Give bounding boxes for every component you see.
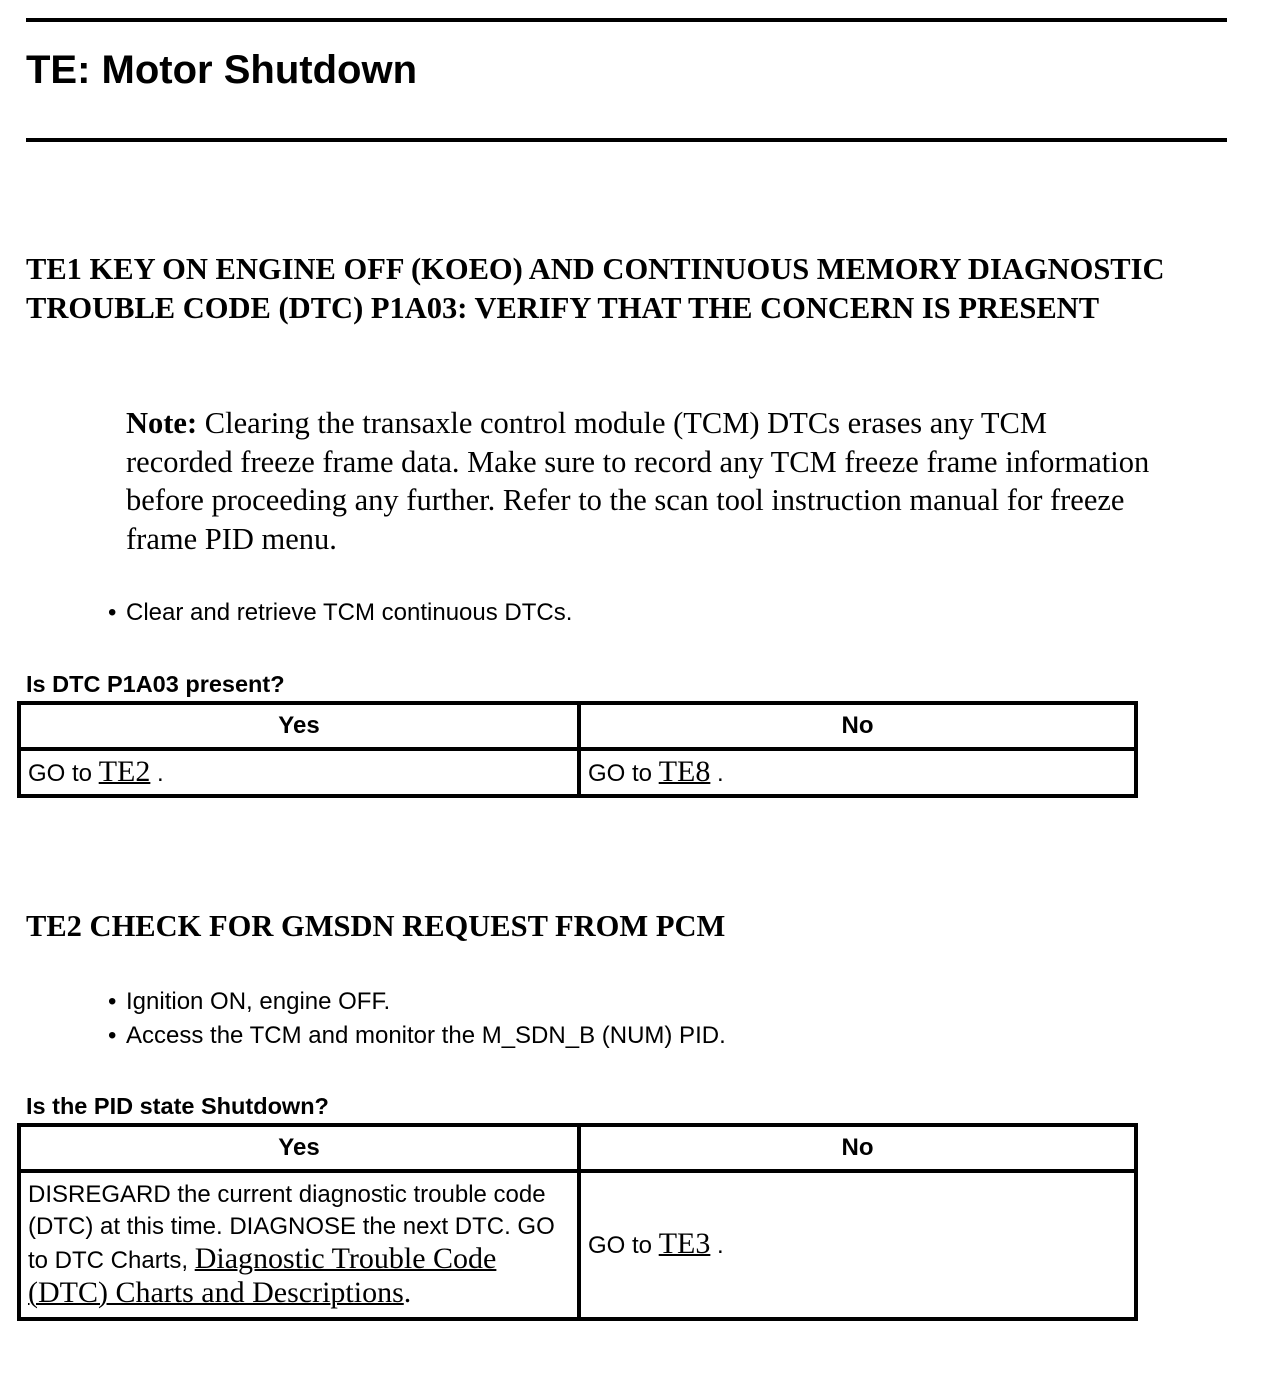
no-header: No (579, 1125, 1136, 1171)
te2-link[interactable]: TE2 (98, 754, 151, 788)
table-header-row (19, 703, 1136, 749)
go-to-text: GO to (588, 759, 653, 787)
te1-heading: TE1 KEY ON ENGINE OFF (KOEO) AND CONTINUOUS MEMORY DIAGNOSTIC TROUBLE CODE (DTC) P1A03: VERIFY THAT THE CONCERN IS PRESENT (26, 252, 1165, 325)
no-header: No (579, 703, 1136, 749)
page-title: TE: Motor Shutdown (26, 48, 418, 92)
te1-question: Is DTC P1A03 present? (26, 671, 285, 697)
te3-link[interactable]: TE3 (658, 1227, 711, 1260)
te2-question: Is the PID state Shutdown? (26, 1093, 329, 1119)
top-rule (26, 18, 1227, 22)
yes-header: Yes (19, 1125, 579, 1171)
period: . (157, 759, 164, 787)
table-row (19, 749, 1136, 796)
te2-heading: TE2 CHECK FOR GMSDN REQUEST FROM PCM (26, 909, 726, 943)
period: . (717, 1232, 724, 1259)
table-header-row (19, 1125, 1136, 1171)
te2-yes-no-table (17, 1123, 1138, 1321)
te1-yes-no-table (17, 701, 1138, 798)
note-label: Note: (126, 406, 198, 440)
table-row (19, 1171, 1136, 1319)
go-to-text: GO to (588, 1232, 653, 1259)
title-underline-rule (26, 138, 1227, 142)
period: . (717, 759, 724, 787)
go-to-text: GO to (28, 759, 93, 787)
yes-cell (19, 1171, 579, 1319)
disregard-text: DISREGARD the current diagnostic trouble code (DTC) at this time. DIAGNOSE the next DTC. GO to DTC Charts, (28, 1181, 555, 1274)
note-text: Clearing the transaxle control module (TCM) DTCs erases any TCM recorded freeze frame data. Make sure to record any TCM freeze frame information before proceeding any further. Refer to the scan tool instruction manual for freeze frame PID menu. (126, 406, 1150, 556)
dtc-charts-link[interactable]: Diagnostic Trouble Code (DTC) Charts and Descriptions (28, 1242, 497, 1309)
yes-header: Yes (19, 703, 579, 749)
te2-bullet-list (108, 985, 726, 1053)
list-item: • Access the TCM and monitor the M_SDN_B (NUM) PID. (108, 1019, 726, 1053)
yes-cell (19, 749, 579, 796)
list-item: • Ignition ON, engine OFF. (108, 985, 726, 1019)
no-cell (579, 1171, 1136, 1319)
list-item: • Clear and retrieve TCM continuous DTCs. (108, 596, 572, 630)
te1-bullet-list (108, 596, 572, 630)
te1-note (126, 404, 1156, 558)
period: . (403, 1276, 412, 1309)
te8-link[interactable]: TE8 (658, 754, 711, 788)
no-cell (579, 749, 1136, 796)
